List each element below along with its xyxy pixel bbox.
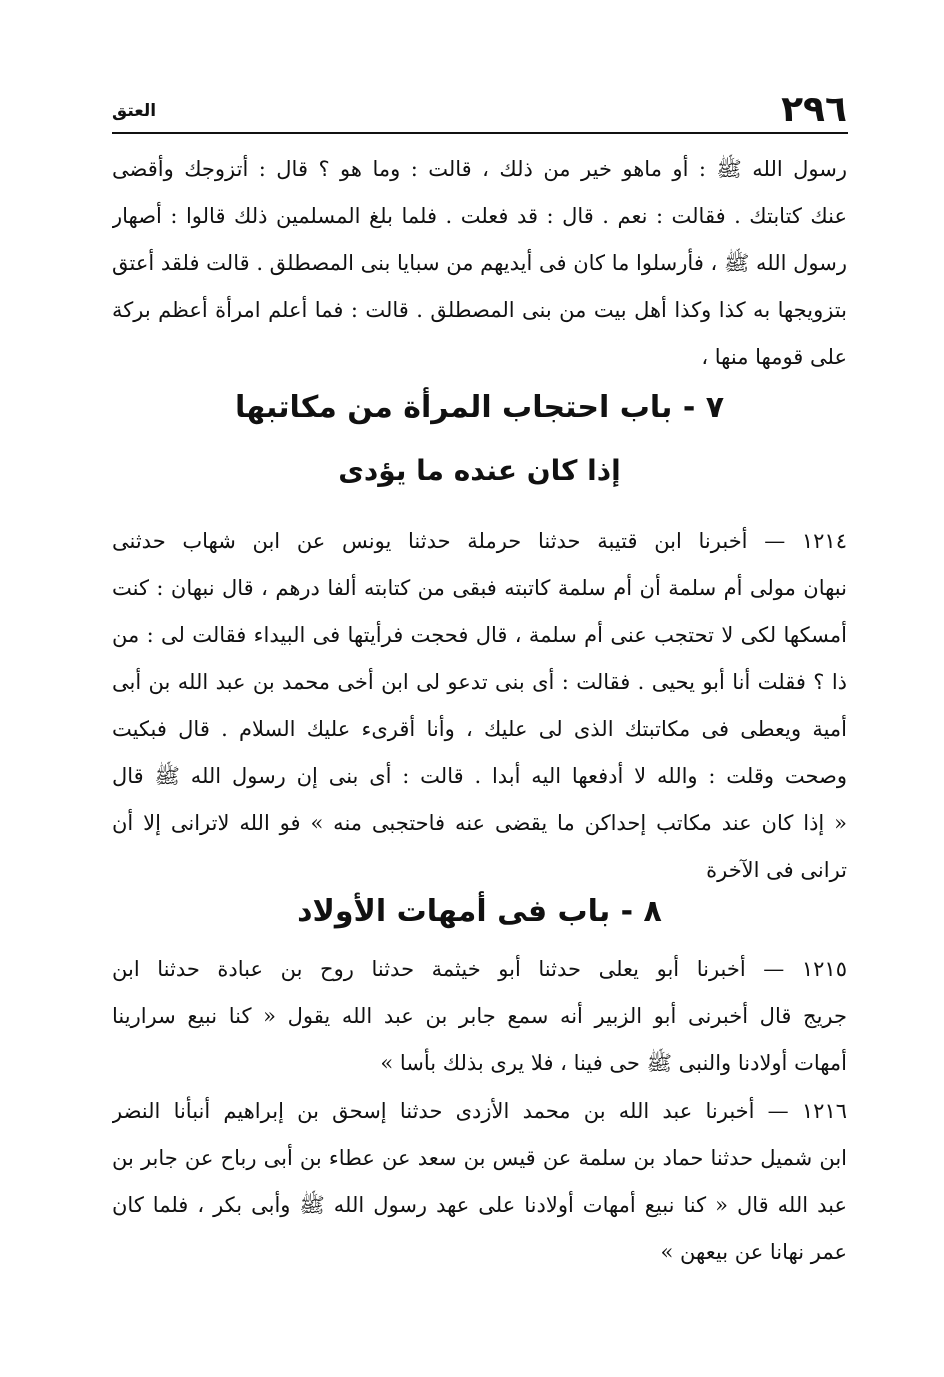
text-line: ترانى فى الآخرة xyxy=(706,858,847,882)
text-line: أمية ويعطى فى مكاتبتك الذى لى عليك ، وأنا أقرىء عليك السلام . قال فبكيت xyxy=(112,717,847,741)
page-number: ٢٩٦ xyxy=(781,89,847,130)
intro-paragraph xyxy=(112,146,847,381)
page-header xyxy=(112,84,847,130)
section-subtitle: إذا كان عنده ما يؤدى xyxy=(338,454,621,487)
text-line: وصحت وقلت : والله لا أدفعها اليه أبدا . قالت : أى بنى إن رسول الله ﷺ قال xyxy=(112,764,847,788)
hadith-1215 xyxy=(112,946,847,1087)
text-line: عبد الله قال « كنا نبيع أمهات أولادنا على عهد رسول الله ﷺ وأبى بكر ، فلما كان xyxy=(112,1193,847,1217)
text-line: عنك كتابتك . فقالت : نعم . قال : قد فعلت . فلما بلغ المسلمين ذلك قالوا : أصهار xyxy=(112,204,847,228)
running-title: العتق xyxy=(112,101,157,121)
text-line: بتزويجها به كذا وكذا أهل بيت من بنى المصطلق . قالت : فما أعلم امرأة أعظم بركة xyxy=(112,298,847,322)
text-line: أمسكها لكى لا تحتجب عنى أم سلمة ، قال فحجت فرأيتها فى البيداء فقالت لى : من xyxy=(112,623,847,647)
section-title: ٨ - باب فى أمهات الأولاد xyxy=(297,894,662,929)
section-7-heading xyxy=(112,388,847,428)
text-line: عمر نهانا عن بيعهن » xyxy=(660,1240,847,1264)
text-line: أمهات أولادنا والنبى ﷺ حى فينا ، فلا يرى بذلك بأسا » xyxy=(380,1051,847,1075)
header-rule xyxy=(112,132,848,134)
section-number: ٧ - باب xyxy=(619,390,725,425)
text-line: رسول الله ﷺ : أو ماهو خير من ذلك ، قالت : وما هو ؟ قال : أتزوجك وأقضى xyxy=(112,157,847,181)
text-line: ذا ؟ فقلت أنا أبو يحيى . فقالت : أى بنى تدعو لى ابن أخى محمد بن عبد الله بن أبى xyxy=(112,670,847,694)
section-title: احتجاب المرأة من مكاتبها xyxy=(234,390,610,425)
text-line: ١٢١٦ — أخبرنا عبد الله بن محمد الأزدى حدثنا إسحق بن إبراهيم أنبأنا النضر xyxy=(112,1099,847,1123)
text-line: رسول الله ﷺ ، فأرسلوا ما كان فى أيديهم من سبايا بنى المصطلق . قالت فلقد أعتق xyxy=(112,251,847,275)
text-line: « إذا كان عند مكاتب إحداكن ما يقضى عنه فاحتجبى منه » فو الله لاترانى إلا أن xyxy=(112,811,847,835)
hadith-1214 xyxy=(112,518,847,894)
hadith-1216 xyxy=(112,1088,847,1276)
section-8-heading xyxy=(112,892,847,932)
text-line: ١٢١٥ — أخبرنا أبو يعلى حدثنا أبو خيثمة حدثنا روح بن عبادة حدثنا ابن xyxy=(112,957,847,981)
text-line: ١٢١٤ — أخبرنا ابن قتيبة حدثنا حرملة حدثنا يونس عن ابن شهاب حدثنى xyxy=(112,529,847,553)
text-line: ابن شميل حدثنا حماد بن سلمة عن قيس بن سعد عن عطاء بن أبى رباح عن جابر بن xyxy=(112,1146,847,1170)
text-line: جريج قال أخبرنى أبو الزبير أنه سمع جابر بن عبد الله يقول « كنا نبيع سرارينا xyxy=(112,1004,847,1028)
section-7-subheading xyxy=(112,452,847,490)
text-line: نبهان مولى أم سلمة أن أم سلمة كاتبته فبقى من كتابته ألفا درهم ، قال نبهان : كنت xyxy=(112,576,847,600)
text-line: على قومها منها ، xyxy=(701,345,847,369)
